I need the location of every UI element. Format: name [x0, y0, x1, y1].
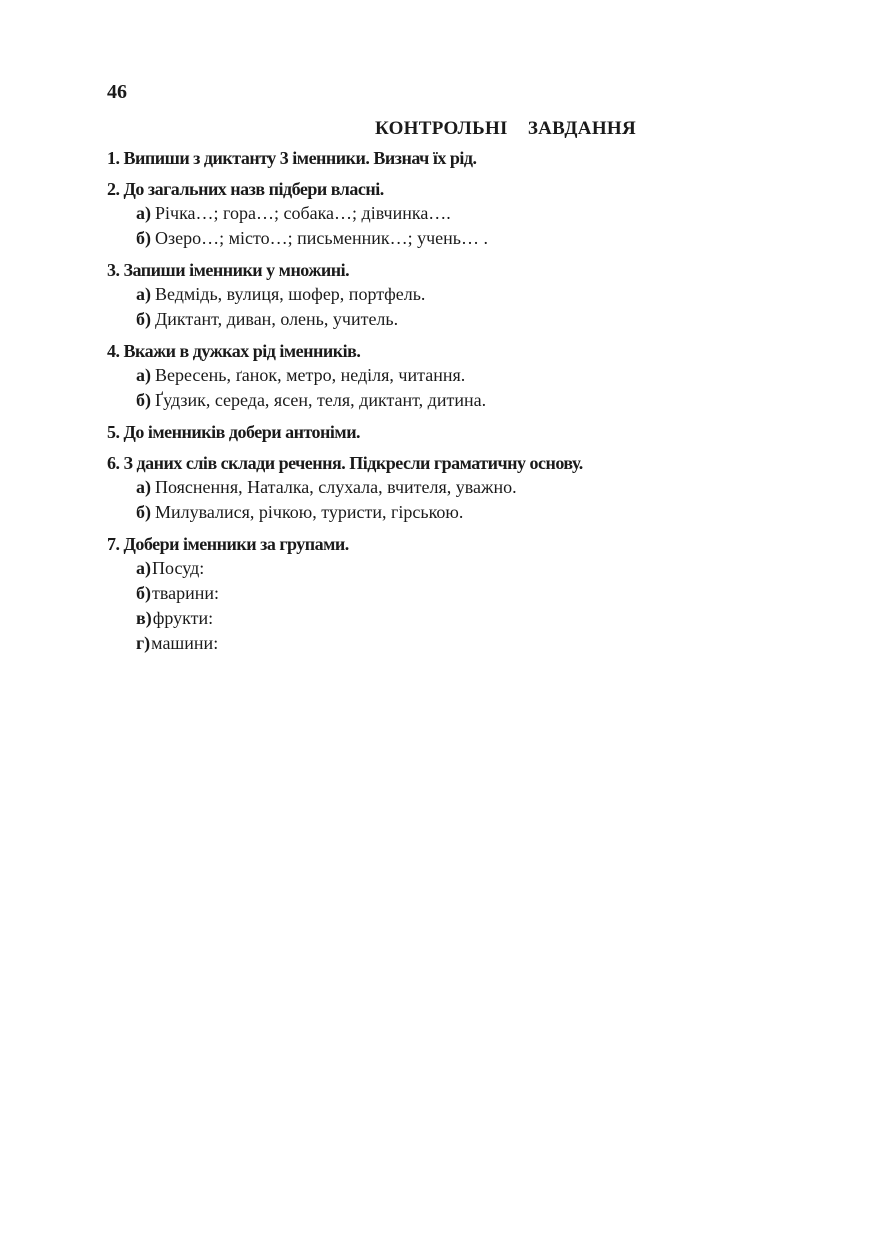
subitem-text: фрукти:: [152, 608, 214, 628]
subitem-label: а): [136, 203, 151, 223]
task-subitem: [136, 201, 747, 226]
subitem-label: б): [136, 228, 151, 248]
subitem-text: Милувалися, річкою, туристи, гірською.: [155, 502, 464, 522]
task-subitem: [136, 631, 747, 656]
task-subitem: [136, 307, 747, 332]
task-text: До загальних назв підбери власні.: [123, 179, 384, 199]
task-subitem: [136, 282, 747, 307]
task-number: 1.: [107, 148, 120, 168]
subitem-text: Ґудзик, середа, ясен, теля, диктант, дитина.: [155, 390, 487, 410]
task-subitem: [136, 388, 747, 413]
subitem-label: а): [136, 558, 151, 578]
subitem-text: Ведмідь, вулиця, шофер, портфель.: [155, 284, 426, 304]
task-heading: [107, 258, 747, 282]
task-subitem: [136, 500, 747, 525]
subitem-text: Диктант, диван, олень, учитель.: [155, 309, 399, 329]
subitem-label: а): [136, 477, 151, 497]
subitem-label: б): [136, 583, 151, 603]
subitem-label: б): [136, 502, 151, 522]
task-5: [107, 420, 747, 444]
task-4: [107, 339, 747, 413]
task-heading: [107, 451, 747, 475]
task-3: [107, 258, 747, 332]
subitem-text: Посуд:: [152, 558, 205, 578]
task-subitem: [136, 226, 747, 251]
task-7: [107, 532, 747, 656]
subitem-label: а): [136, 365, 151, 385]
task-text: Добери іменники за групами.: [123, 534, 349, 554]
tasks-list: [107, 146, 747, 663]
task-subitem: [136, 556, 747, 581]
task-number: 3.: [107, 260, 120, 280]
task-subitem: [136, 606, 747, 631]
task-number: 7.: [107, 534, 120, 554]
task-heading: [107, 532, 747, 556]
subitem-label: б): [136, 390, 151, 410]
task-6: [107, 451, 747, 525]
page-title: КОНТРОЛЬНІ ЗАВДАННЯ: [374, 118, 637, 139]
subitem-label: г): [136, 633, 151, 653]
task-text: До іменників добери антоніми.: [123, 422, 361, 442]
subitem-label: б): [136, 309, 151, 329]
task-1: [107, 146, 747, 170]
page-number: 46: [107, 81, 127, 103]
task-subitem: [136, 475, 747, 500]
task-subitem: [136, 363, 747, 388]
task-number: 4.: [107, 341, 120, 361]
task-text: Запиши іменники у множині.: [123, 260, 350, 280]
subitem-text: машини:: [151, 633, 219, 653]
task-heading: [107, 339, 747, 363]
task-number: 5.: [107, 422, 120, 442]
task-2: [107, 177, 747, 251]
task-text: Випиши з диктанту 3 іменники. Визнач їх рід.: [123, 148, 477, 168]
subitem-text: Вересень, ґанок, метро, неділя, читання.: [155, 365, 466, 385]
task-heading: [107, 146, 747, 170]
subitem-text: Озеро…; місто…; письменник…; учень… .: [155, 228, 488, 248]
task-number: 6.: [107, 453, 120, 473]
subitem-label: а): [136, 284, 151, 304]
task-subitem: [136, 581, 747, 606]
subitem-label: в): [136, 608, 152, 628]
task-number: 2.: [107, 179, 120, 199]
task-text: З даних слів склади речення. Підкресли граматичну основу.: [123, 453, 583, 473]
task-heading: [107, 420, 747, 444]
task-text: Вкажи в дужках рід іменників.: [123, 341, 361, 361]
subitem-text: Пояснення, Наталка, слухала, вчителя, уважно.: [155, 477, 517, 497]
subitem-text: Річка…; гора…; собака…; дівчинка….: [155, 203, 451, 223]
task-heading: [107, 177, 747, 201]
subitem-text: тварини:: [152, 583, 220, 603]
